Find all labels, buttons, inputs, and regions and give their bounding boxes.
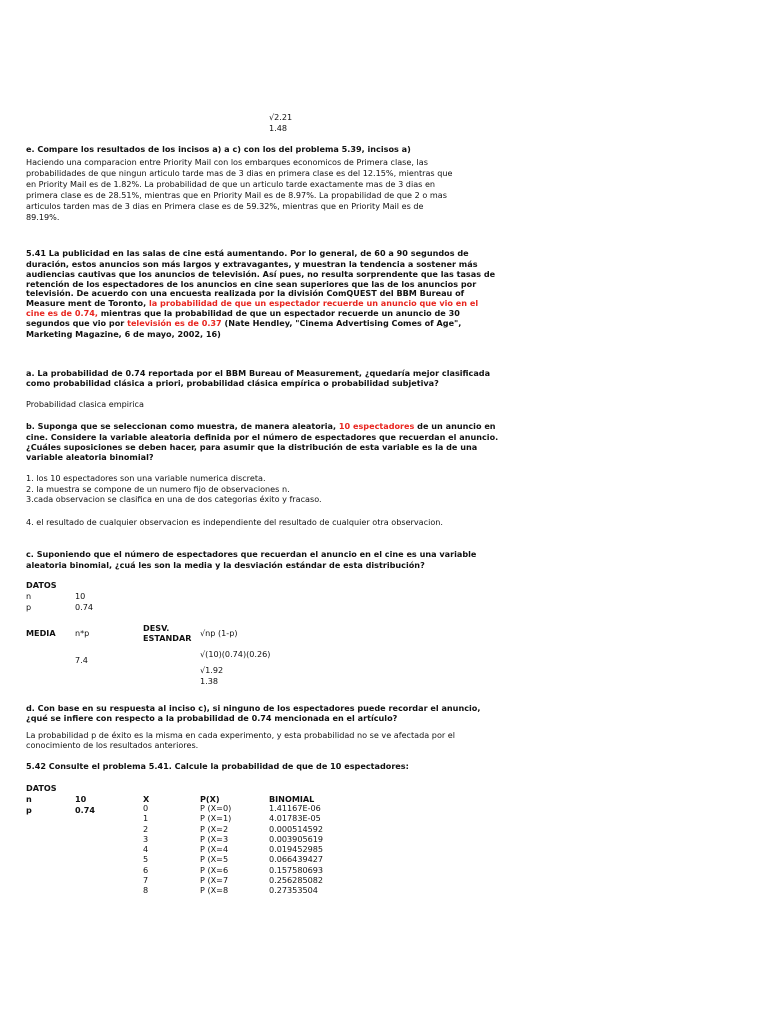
binomial-cell: 0.066439427	[269, 854, 324, 865]
binomial-cell: 0.003905619	[269, 833, 324, 844]
problem-line	[26, 308, 460, 318]
x-cell: 5	[143, 854, 149, 865]
x-cell: 3	[143, 833, 149, 844]
px-header: P(X)	[200, 794, 220, 804]
assumption-item: 3.cada observacion se clasifica en una de dos categorias éxito y fracaso.	[26, 494, 322, 504]
answer-e-line: 89.19%.	[26, 212, 60, 222]
media-formula: n*p	[75, 628, 90, 638]
problem-text: mientras que la probabilidad de que un espectador recuerde un anuncio de 30	[97, 308, 460, 318]
binomial-cell: 4.01783E-05	[269, 813, 321, 824]
problem-line: Marketing Magazine, 6 de mayo, 2002, 16)	[26, 329, 221, 339]
question-a-line: como probabilidad clásica a priori, probabilidad clásica empírica o probabilidad subjetiva?	[26, 378, 439, 388]
px-cell: P (X=7	[200, 875, 229, 886]
answer-a: Probabilidad clasica empirica	[26, 399, 144, 409]
highlight-text: la probabilidad de que un espectador recuerde un anuncio que vio en el	[149, 298, 479, 308]
assumption-item: 4. el resultado de cualquier observacion es independiente del resultado de cualquier otra observacion.	[26, 517, 443, 527]
binomial-cell: 1.41167E-06	[269, 803, 321, 813]
p-label: p	[26, 602, 32, 612]
datos-heading: DATOS	[26, 580, 57, 590]
problem-line: audiencias cautivas que los anuncios de televisión. Así pues, no resulta sorprendente que las tasas de	[26, 269, 496, 279]
n-value: 10	[75, 794, 87, 804]
px-cell: P (X=8	[200, 885, 229, 896]
problem-line: 5.41 La publicidad en las salas de cine está aumentando. Por lo general, de 60 a 90 segundos de	[26, 248, 469, 258]
x-cell: 7	[143, 875, 149, 886]
question-text: de un anuncio en	[414, 421, 496, 431]
x-cell: 1	[143, 813, 149, 824]
answer-e-line: primera clase es de 28.51%, mientras que en Priority Mail es de 8.97%. La propabilidad de que 2 o mas	[26, 190, 447, 200]
answer-e-line: en Priority Mail es de 1.82%. La probabilidad de que un articulo tarde exactamente mas de 3 dias en	[26, 179, 436, 189]
question-text: b. Suponga que se seleccionan como muestra, de manera aleatoria,	[26, 421, 339, 431]
answer-d-line: conocimiento de los resultados anteriores.	[26, 740, 199, 750]
problem-5-42-title: 5.42 Consulte el problema 5.41. Calcule la probabilidad de que de 10 espectadores:	[26, 761, 409, 771]
desv-label: ESTANDAR	[143, 633, 192, 643]
p-value: 0.74	[75, 602, 94, 612]
x-cell: 2	[143, 823, 149, 834]
answer-d-line: La probabilidad p de éxito es la misma en cada experimento, y esta probabilidad no se ve afectada por el	[26, 730, 456, 740]
binomial-cell: 0.256285082	[269, 875, 324, 886]
x-cell: 4	[143, 844, 149, 855]
question-d-line: ¿qué se infiere con respecto a la probabilidad de 0.74 mencionada en el artículo?	[26, 713, 398, 723]
question-d-line: d. Con base en su respuesta al inciso c), si ninguno de los espectadores puede recordar el anuncio,	[26, 703, 481, 713]
desv-formula: √np (1-p)	[200, 628, 238, 638]
answer-e-line: probabilidades de que ningun articulo tarde mas de 3 dias en primera clase es del 12.15%, mientras que	[26, 168, 453, 178]
highlight-text: cine es de 0.74,	[26, 308, 98, 318]
problem-line: retención de los espectadores de los anuncios en cine sean superiores que las de los anuncios por	[26, 279, 477, 289]
desv-value: 1.38	[200, 676, 219, 686]
binomial-header: BINOMIAL	[269, 794, 315, 804]
sqrt-calc-line: √2.21	[269, 112, 293, 122]
answer-e-line: Haciendo una comparacion entre Priority Mail con los embarques economicos de Primera clase, las	[26, 157, 428, 167]
highlight-text: 10 espectadores	[338, 421, 415, 431]
binomial-cell: 0.27353504	[269, 885, 318, 896]
p-value: 0.74	[75, 805, 95, 815]
x-header: X	[143, 794, 150, 804]
question-b-line: variable aleatoria binomial?	[26, 452, 154, 462]
assumption-item: 2. la muestra se compone de un numero fijo de observaciones n.	[26, 484, 290, 494]
problem-line: duración, estos anuncios son más largos y extravagantes, y muestran la tendencia a sostener más	[26, 259, 478, 269]
p-label: p	[26, 805, 32, 815]
px-cell: P (X=4	[200, 844, 229, 855]
binomial-cell: 0.000514592	[269, 823, 324, 834]
binomial-cell: 0.019452985	[269, 844, 324, 855]
problem-line	[26, 318, 461, 328]
binomial-cell: 0.157580693	[269, 864, 324, 875]
x-column	[143, 803, 148, 896]
binomial-column	[269, 803, 323, 896]
x-cell: 0	[143, 803, 149, 813]
px-column	[200, 803, 231, 896]
x-cell: 8	[143, 885, 149, 896]
datos-heading: DATOS	[26, 783, 57, 793]
problem-text: Measure ment de Toronto,	[26, 298, 149, 308]
question-a-line: a. La probabilidad de 0.74 reportada por el BBM Bureau of Measurement, ¿quedaría mejor clasificada	[26, 368, 491, 378]
px-cell: P (X=6	[200, 864, 229, 875]
x-cell: 6	[143, 864, 149, 875]
problem-line	[26, 298, 478, 308]
px-cell: P (X=5	[200, 854, 229, 865]
question-b-line: cine. Considere la variable aleatoria definida por el número de espectadores que recuerdan el anuncio.	[26, 432, 499, 442]
px-cell: P (X=1)	[200, 813, 232, 824]
sqrt-result-line: 1.48	[269, 123, 288, 133]
question-b-line: ¿Cuáles suposiciones se deben hacer, para asumir que la distribución de esta variable es la de una	[26, 442, 478, 452]
highlight-text: televisión es de 0.37	[127, 318, 222, 328]
n-value: 10	[75, 591, 86, 601]
question-c-line: aleatoria binomial, ¿cuá les son la media y la desviación estándar de esta distribución?	[26, 560, 425, 570]
desv-label: DESV.	[143, 623, 170, 633]
problem-text: segundos que vio por	[26, 318, 128, 328]
media-label: MEDIA	[26, 628, 56, 638]
answer-e-line: articulos tarden mas de 3 dias en Primera clase es de 59.32%, mientras que en Priority Mail es de	[26, 201, 424, 211]
question-e: e. Compare los resultados de los incisos a) a c) con los del problema 5.39, incisos a)	[26, 144, 411, 154]
problem-line: televisión. De acuerdo con una encuesta realizada por la división ComQUEST del BBM Bureau of	[26, 288, 465, 298]
px-cell: P (X=2	[200, 823, 229, 834]
n-label: n	[26, 591, 32, 601]
question-c-line: c. Suponiendo que el número de espectadores que recuerdan el anuncio en el cine es una variable	[26, 549, 477, 559]
problem-text: (Nate Hendley, "Cinema Advertising Comes of Age",	[221, 318, 462, 328]
assumption-item: 1. los 10 espectadores son una variable numerica discreta.	[26, 473, 266, 483]
px-cell: P (X=3	[200, 833, 229, 844]
n-label: n	[26, 794, 32, 804]
question-b-line	[26, 421, 496, 431]
desv-sqrt: √1.92	[200, 665, 224, 675]
media-value: 7.4	[75, 655, 88, 665]
desv-substitution: √(10)(0.74)(0.26)	[200, 649, 271, 659]
px-cell: P (X=0)	[200, 803, 232, 813]
